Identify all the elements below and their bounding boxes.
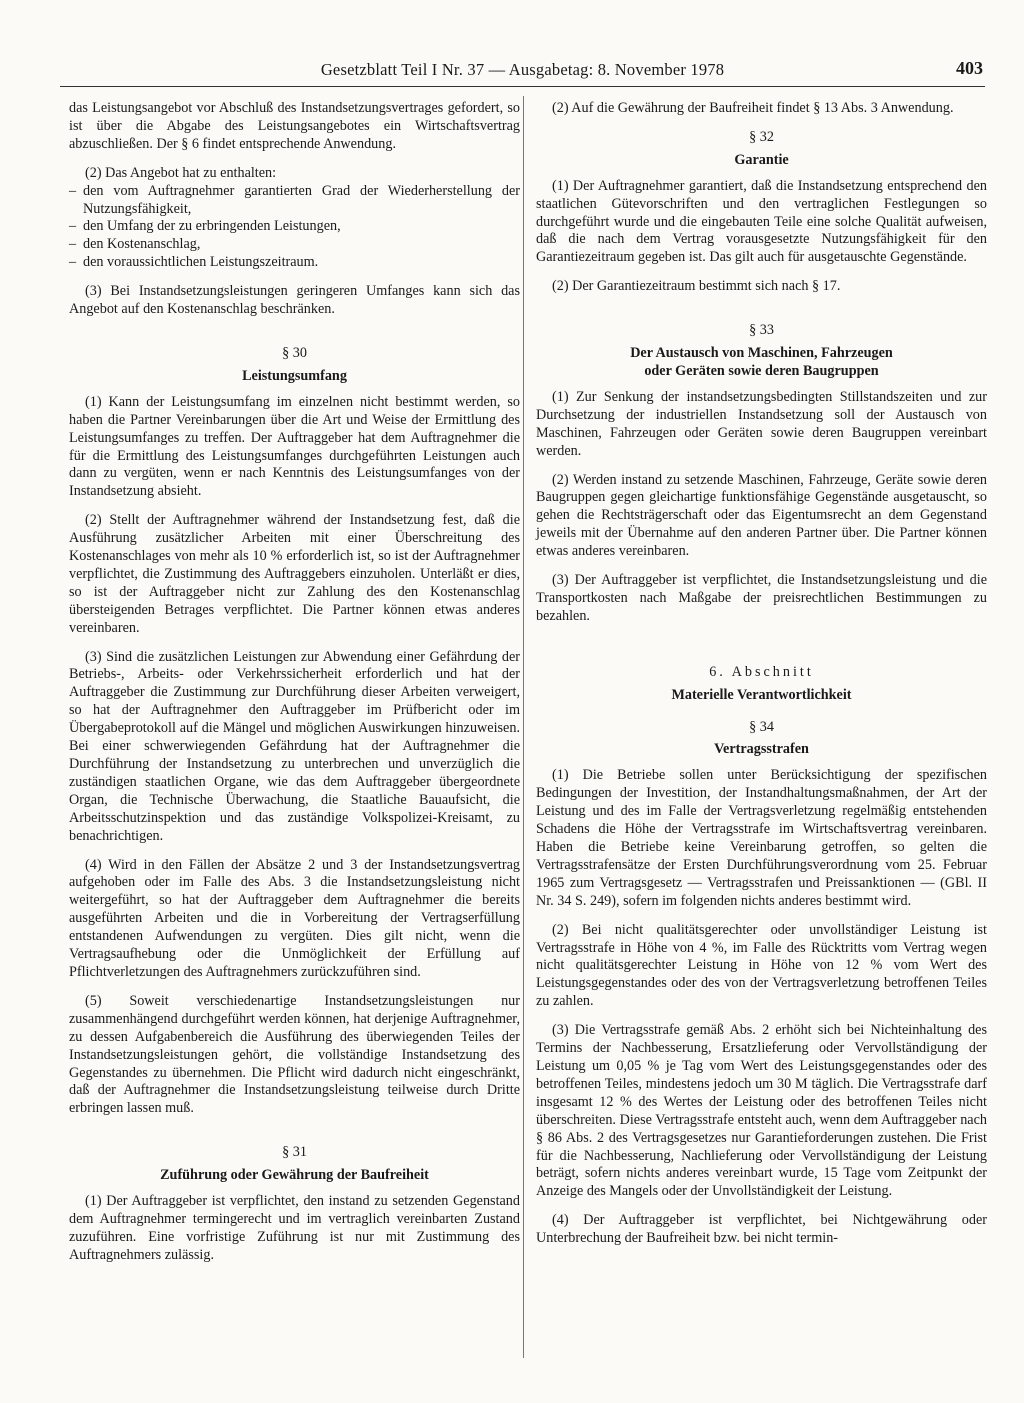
paragraph: (2) Werden instand zu setzende Maschinen, Fahrzeuge, Geräte sowie deren Baugruppen gegen gleichartige funktionsfähige Gegenstände ausgetauscht, so gehen die Rechtsträgerschaft oder das Eigentumsrecht an dem Gegenstand jeweils mit der Übernahme auf den anderen Partner über. Die Partner können etwas anderes vereinbaren. [536,471,987,560]
paragraph: (3) Der Auftraggeber ist verpflichtet, die Instandsetzungsleistung und die Transportkosten nach Maßgabe der preisrechtlichen Bestimmungen zu bezahlen. [536,572,987,624]
paragraph: (2) Der Garantiezeitraum bestimmt sich nach § 17. [552,278,841,295]
paragraph: (4) Wird in den Fällen der Absätze 2 und 3 der Instandsetzungsvertrag aufgehoben oder im Falle des Abs. 3 die Instandsetzungsleistung nicht weitergeführt, so hat der Auftraggeber dem Auftragnehmer die bereits ausgeführten Arbeiten und die in Vorbereitung der Vertragserfüllung entstandenen Aufwendungen zu vergüten. Dies gilt nicht, wenn die Vertragsaufhebung oder die Unmöglichkeit der Erfüllung auf Pflichtverletzungen des Auftragnehmers zurückzuführen sind. [69,856,520,980]
section-number: § 33 [749,322,774,339]
dash-list [69,183,520,273]
section-number: § 34 [749,718,774,735]
list-item: – den voraussichtlichen Leistungszeitraum. [69,254,520,272]
left-column [69,100,520,1276]
paragraph: das Leistungsangebot vor Abschluß des Instandsetzungsvertrages gefordert, so ist über die Abgabe des Leistungsangebotes ein Wirtschaftsvertrag abzuschließen. Der § 6 findet entsprechende Anwendung. [69,100,520,152]
right-column [536,100,987,1259]
paragraph: (4) Der Auftraggeber ist verpflichtet, bei Nichtgewährung oder Unterbrechung der Baufreiheit bzw. bei nicht termin- [536,1212,987,1247]
list-item: – den Kostenanschlag, [69,236,520,254]
paragraph: (3) Bei Instandsetzungsleistungen geringeren Umfanges kann sich das Angebot auf den Kostenanschlag beschränken. [69,283,520,318]
paragraph: (1) Kann der Leistungsumfang im einzelnen nicht bestimmt werden, so haben die Partner Vereinbarungen über die Art und Weise der Ermittlung des Leistungsumfanges zu treffen. Der Auftraggeber hat dem Auftragnehmer die für die Ermittlung des Leistungsumfanges durchgeführten Leistungen auch dann zu vergüten, wenn er nach Kenntnis des Leistungsumfanges von der Instandsetzung absieht. [69,393,520,500]
section-title: Garantie [734,151,789,168]
paragraph: (1) Der Auftraggeber ist verpflichtet, den instand zu setzenden Gegenstand dem Auftragnehmer termingerecht und im vertraglich vereinbarten Zustand zuzuführen. Eine vorfristige Zuführung ist nur mit Zustimmung des Auftragnehmers zulässig. [69,1193,520,1263]
section-number: § 30 [282,344,307,361]
column-divider [523,96,524,1358]
section-title: Der Austausch von Maschinen, Fahrzeugen [630,345,893,362]
paragraph: (2) Stellt der Auftragnehmer während der Instandsetzung fest, daß die Ausführung zusätzlicher Arbeiten mit einer Überschreitung des Kostenanschlages von mehr als 10 % erforderlich ist, so ist der Auftragnehmer verpflichtet, die Zustimmung des Auftraggebers einzuholen. Unterläßt er dies, so ist der Auftraggeber nicht zur Zahlung des den Kostenanschlag übersteigenden Betrages verpflichtet. Die Partner können etwas anderes vereinbaren. [69,512,520,636]
section-title: oder Geräten sowie deren Baugruppen [644,362,879,379]
list-item-text: den voraussichtlichen Leistungszeitraum. [83,254,319,271]
section-number: § 32 [749,128,774,145]
list-item-text: den Kostenanschlag, [83,236,201,253]
section-number: § 31 [282,1144,307,1161]
list-item-text: den Umfang der zu erbringenden Leistungen, [83,218,341,235]
paragraph: (2) Bei nicht qualitätsgerechter oder unvollständiger Leistung ist Vertragsstrafe in Höhe von 4 %, im Falle des Rücktritts vom Vertrag wegen nicht qualitätsgerechter Leistung in Höhe von 12 % vom Wert des Leistungsgegenstandes oder des von der Vertragsverletzung betroffenen Teiles zu zahlen. [536,921,987,1010]
list-item: – den Umfang der zu erbringenden Leistungen, [69,218,520,236]
paragraph: (2) Auf die Gewährung der Baufreiheit findet § 13 Abs. 3 Anwendung. [552,100,954,116]
section-title: Leistungsumfang [242,367,347,384]
list-item-text: den vom Auftragnehmer garantierten Grad der Wiederherstellung der Nutzungsfähigkeit, [83,182,520,217]
paragraph: (3) Sind die zusätzlichen Leistungen zur Abwendung einer Gefährdung der Betriebs-, Arbeits- oder Verkehrssicherheit erforderlich und hat der Auftraggeber die Zustimmung zur Durchführung dieser Arbeiten verweigert, so hat der Auftragnehmer den Auftraggeber im Prüfbericht oder im Übergabeprotokoll auf die Mängel und möglichen Auswirkungen hinzuweisen. Bei einer schwerwiegenden Gefährdung hat der Auftragnehmer die Durchführung der Instandsetzung zu unterbrechen und unverzüglich die zuständigen staatlichen Organe, wie das dem Auftraggeber übergeordnete Organ, die Technische Überwachung, die Staatliche Bauaufsicht, die Arbeitsschutzinspektion und das zuständige Volkspolizei-Kreisamt, zu benachrichtigen. [69,648,520,844]
paragraph: (1) Der Auftragnehmer garantiert, daß die Instandsetzung entsprechend den staatlichen Gütevorschriften und den vertraglichen Festlegungen so durchgeführt wurde und die eingebauten Teile eine solche Qualität aufweisen, daß die nach dem Vertrag vorausgesetzte Nutzungsfähigkeit für den Garantiezeitraum gegeben ist. Das gilt auch für ausgetauschte Gegenstände. [536,177,987,266]
page-number: 403 [956,58,983,78]
paragraph: (1) Die Betriebe sollen unter Berücksichtigung der spezifischen Bedingungen der Investition, der Instandhaltungsmaßnahmen, der Art der Leistung und des im Falle der Vertragsverletzung regelmäßig entstehenden Schadens die Höhe der Vertragsstrafe im Wirtschaftsvertrag vereinbaren. Haben die Betriebe keine Vereinbarung getroffen, so gelten die Vertragsstrafensätze der Ersten Durchführungsverordnung vom 25. Februar 1965 zum Vertragsgesetz — Vertragsstrafen und Preissanktionen — (GBl. II Nr. 34 S. 249), sofern im folgenden nichts anderes bestimmt wird. [536,767,987,909]
list-item: – den vom Auftragnehmer garantierten Grad der Wiederherstellung der Nutzungsfähigkeit, [69,182,520,217]
paragraph: (3) Die Vertragsstrafe gemäß Abs. 2 erhöht sich bei Nichteinhaltung des Termins der Nachbesserung, Ersatzlieferung oder Vervollständigung der Leistung um 0,05 % je Tag vom Wert des Leistungsgegenstandes oder des betroffenen Teiles, mindestens jedoch um 30 M täglich. Die Vertragsstrafe darf insgesamt 12 % des Wertes der Leistung oder des betroffenen Teiles nicht überschreiten. Diese Vertragsstrafe entsteht auch, wenn dem Auftraggeber nach § 86 Abs. 2 des Vertragsgesetzes nur Garantieforderungen zustehen. Die Frist für die Nachbesserung, Nachlieferung oder Vervollständigung der Leistung beträgt, sofern nichts anderes vereinbart wurde, 15 Tage vom Zeitpunkt der Anzeige des Mangels oder der Unvollständigkeit der Leistung. [536,1022,987,1200]
section-title: Zuführung oder Gewährung der Baufreiheit [160,1167,429,1184]
section-title: Vertragsstrafen [714,741,809,758]
paragraph: (5) Soweit verschiedenartige Instandsetzungsleistungen nur zusammenhängend durchgeführt werden können, hat derjenige Auftragnehmer, zu dessen Aufgabenbereich die Ausführung des überwiegenden Teiles der Instandsetzungsleistungen gehört, die vollständige Instandsetzung des Gegenstandes zu übernehmen. Die Pflicht wird dadurch nicht eingeschränkt, daß der Auftragnehmer die Instandsetzungsleistung teilweise durch Dritte erbringen lassen muß. [69,992,520,1117]
paragraph: (2) Das Angebot hat zu enthalten: [85,164,277,181]
chapter-heading: 6. Abschnitt [709,663,814,680]
chapter-title: Materielle Verantwortlichkeit [671,686,852,703]
paragraph: (1) Zur Senkung der instandsetzungsbedingten Stillstandszeiten und zur Durchsetzung der industriellen Instandsetzung soll der Austausch von Maschinen, Fahrzeugen oder Geräten sowie deren Baugruppen vereinbart werden. [536,388,987,459]
page-header [60,56,985,87]
header-title: Gesetzblatt Teil I Nr. 37 — Ausgabetag: 8. November 1978 [320,60,725,79]
